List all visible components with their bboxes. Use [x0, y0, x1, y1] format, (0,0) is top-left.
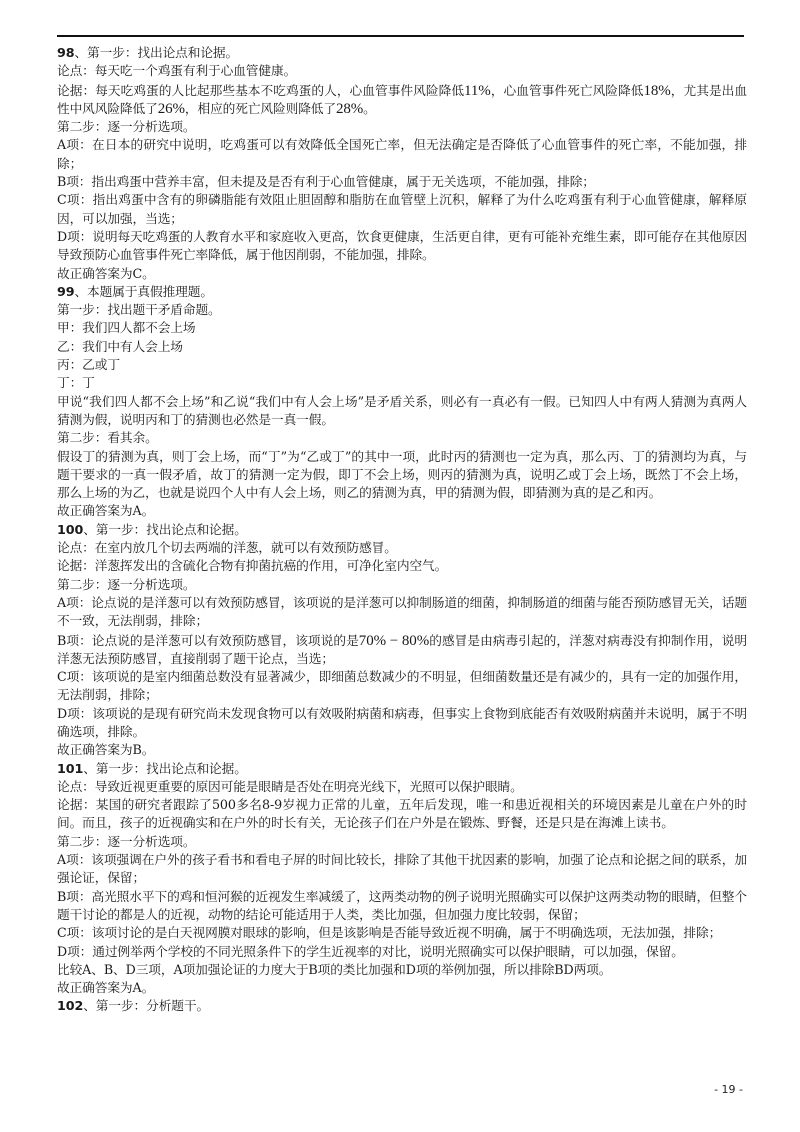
q99-statement-yi: 乙：我们中有人会上场 [57, 338, 183, 354]
question-98 [57, 44, 747, 283]
q98-evidence [57, 82, 747, 119]
q101-option-b: B项：高光照水平下的鸡和恒河猴的近视发生率减缓了，这两类动物的例子说明光照确实可以保护这两类动物的眼睛，但整个题干讨论的都是人的近视，动物的结论可能适用于人类，类比加强，但加强力度比较弱，保留； [57, 888, 747, 922]
q99-analysis-1: 甲说“我们四人都不会上场”和乙说“我们中有人会上场”是矛盾关系，则必有一真必有一假。已知四人中有两人猜测为真两人猜测为假，说明丙和丁的猜测也必然是一真一假。 [57, 393, 747, 427]
q100-option-b-text-2: 的感冒是由病毒引起的，洋葱对病毒没有抑制作用，说明洋葱无法预防感冒，直接削弱了题干论点，当选； [57, 632, 747, 666]
q98-claim: 论点：每天吃一个鸡蛋有利于心血管健康。 [57, 63, 297, 79]
q99-heading [57, 283, 747, 301]
q99-statement-bing: 丙：乙或丁 [57, 357, 120, 373]
q98-heading [57, 44, 747, 62]
q98-pct-a: 11% [464, 82, 491, 99]
document-body [57, 44, 747, 1016]
q102-step1: 、第一步：分析题干。 [83, 998, 210, 1014]
q98-evidence-text-e: 。 [363, 100, 376, 116]
q98-step1: 、第一步：找出论点和论据。 [74, 45, 239, 60]
q100-number: 100 [57, 521, 84, 537]
q98-pct-b: 18% [643, 82, 671, 99]
page-number: - 19 - [714, 1083, 743, 1096]
question-100 [57, 521, 747, 760]
q100-claim: 论点：在室内放几个切去两端的洋葱，就可以有效预防感冒。 [57, 540, 397, 556]
q100-option-a: A项：论点说的是洋葱可以有效预防感冒，该项说的是洋葱可以抑制肠道的细菌，抑制肠道的细菌与能否预防感冒无关，话题不一致，无法削弱，排除； [57, 594, 747, 629]
q101-answer: 故正确答案为A。 [57, 980, 155, 996]
q99-statement-jia: 甲：我们四人都不会上场 [57, 320, 196, 336]
q101-option-c: C项：该项讨论的是白天视网膜对眼球的影响，但是该影响是否能导致近视不明确，属于不明确选项，无法加强，排除； [57, 925, 722, 941]
q100-answer: 故正确答案为B。 [57, 742, 155, 758]
header-rule [57, 35, 744, 37]
q101-option-a: A项：该项强调在户外的孩子看书和看电子屏的时间比较长，排除了其他干扰因素的影响，加强了论点和论据之间的联系，加强论证，保留； [57, 852, 747, 886]
q98-option-c: C项：指出鸡蛋中含有的卵磷脂能有效阻止胆固醇和脂肪在血管壁上沉积，解释了为什么吃鸡蛋有利于心血管健康，解释原因，可以加强，当选； [57, 192, 747, 226]
q99-statement-ding: 丁：丁 [57, 375, 95, 391]
q98-option-d: D项：说明每天吃鸡蛋的人教育水平和家庭收入更高，饮食更健康，生活更自律，更有可能补充维生素，即可能存在其他原因导致预防心血管事件死亡率降低，属于他因削弱，不能加强，排除。 [57, 228, 747, 263]
q98-step2: 第二步：逐一分析选项。 [57, 119, 196, 135]
q99-step2: 第二步：看其余。 [57, 430, 158, 446]
q100-option-b-text-1: B项：论点说的是洋葱可以有效预防感冒，该项说的是 [57, 632, 359, 648]
q100-option-c: C项：该项说的是室内细菌总数没有显著减少，即细菌总数减少的不明显，但细菌数量还是有减少的，具有一定的加强作用，无法削弱，排除； [57, 669, 747, 703]
q98-number: 98 [57, 45, 75, 60]
q98-evidence-text-a: 论据：每天吃鸡蛋的人比起那些基本不吃鸡蛋的人，心血管事件风险降低 [57, 82, 465, 98]
q101-step2: 第二步：逐一分析选项。 [57, 833, 196, 849]
q101-number: 101 [57, 760, 84, 776]
q101-option-d: D项：通过例举两个学校的不同光照条件下的学生近视率的对比，说明光照确实可以保护眼睛，可以加强，保留。 [57, 943, 684, 959]
q99-analysis-2: 假设丁的猜测为真，则丁会上场，而“丁”为“乙或丁”的其中一项，此时丙的猜测也一定为真，那么丙、丁的猜测均为真，与题干要求的一真一假矛盾，故丁的猜测一定为假，即丁不会上场，则丙的猜测为真，说明乙或丁会上场，既然丁不会上场，那么上场的为乙，也就是说四个人中有人会上场，则乙的猜测为真，甲的猜测为假，即猜测为真的是乙和丙。 [57, 448, 747, 501]
q98-pct-d: 28% [335, 100, 364, 117]
q99-number: 99 [57, 283, 75, 299]
q98-evidence-text-c: ，尤其是出血性中风风险降低了 [57, 82, 747, 116]
q101-evidence: 论据：某国的研究者跟踪了500多名8-9岁视力正常的儿童，五年后发现，唯一和患近视相关的环境因素是儿童在户外的时间。而且，孩子的近视确实和在户外的时长有关，无论孩子们在户外是在锻炼、野餐，还是只是在海滩上读书。 [57, 797, 747, 831]
q101-claim: 论点：导致近视更重要的原因可能是眼睛是否处在明亮光线下，光照可以保护眼睛。 [57, 778, 523, 794]
q98-answer: 故正确答案为C。 [57, 265, 155, 281]
q102-number: 102 [57, 998, 84, 1014]
q102-heading [57, 997, 747, 1015]
q100-evidence: 论据：洋葱挥发出的含硫化合物有抑菌抗癌的作用，可净化室内空气。 [57, 558, 448, 574]
q101-heading [57, 760, 747, 778]
q98-option-b: B项：指出鸡蛋中营养丰富，但未提及是否有利于心血管健康，属于无关选项，不能加强，排除； [57, 174, 595, 190]
q99-answer: 故正确答案为A。 [57, 503, 155, 519]
q99-intro: 、本题属于真假推理题。 [74, 283, 213, 299]
question-102 [57, 997, 747, 1015]
q98-evidence-text-d: ，相应的死亡风险则降低了 [184, 100, 336, 116]
q100-option-b-range: 70% − 80% [358, 632, 430, 649]
q100-option-b [57, 632, 747, 669]
question-99 [57, 283, 747, 521]
q99-step1: 第一步：找出题干矛盾命题。 [57, 302, 221, 318]
question-101 [57, 760, 747, 998]
q101-step1: 、第一步：找出论点和论据。 [83, 760, 247, 776]
q100-step2: 第二步：逐一分析选项。 [57, 576, 196, 592]
q98-pct-c: 26% [157, 100, 185, 117]
q100-option-d: D项：该项说的是现有研究尚未发现食物可以有效吸附病菌和病毒，但事实上食物到底能否有效吸附病菌并未说明，属于不明确选项，排除。 [57, 705, 747, 739]
q98-option-a: A项：在日本的研究中说明，吃鸡蛋可以有效降低全国死亡率，但无法确定是否降低了心血管事件的死亡率，不能加强，排除； [57, 137, 747, 171]
q100-step1: 、第一步：找出论点和论据。 [83, 521, 247, 537]
q100-heading [57, 521, 747, 539]
q101-compare: 比较A、B、D三项，A项加强论证的力度大于B项的类比加强和D项的举例加强，所以排除BD两项。 [57, 961, 612, 977]
q98-evidence-text-b: ，心血管事件死亡风险降低 [490, 82, 644, 98]
